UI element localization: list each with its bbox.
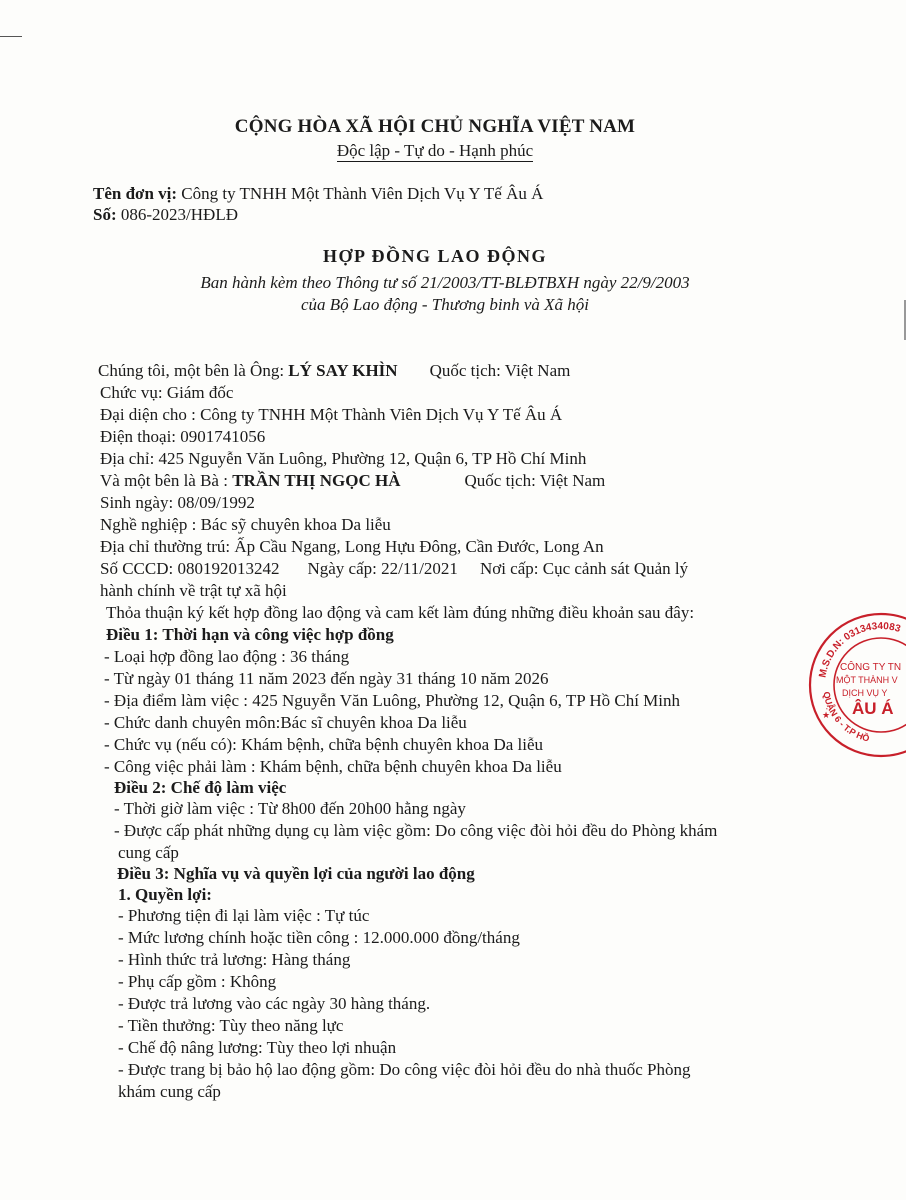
document-number-line [93, 205, 238, 225]
seal-ring-text: M.S.D.N: 0313434083 [817, 620, 902, 679]
contract-subtitle-2: của Bộ Lao động - Thương binh và Xã hội [301, 295, 589, 314]
document-number-label: Số: [93, 205, 117, 224]
party-a-representing: Đại diện cho : Công ty TNHH Một Thành Viên Dịch Vụ Y Tế Âu Á [100, 405, 563, 424]
party-b-id-number: Số CCCD: 080192013242 [100, 559, 280, 578]
article-1-item: - Chức danh chuyên môn:Bác sĩ chuyên khoa Da liễu [104, 713, 467, 732]
article-1-item: - Từ ngày 01 tháng 11 năm 2023 đến ngày 31 tháng 10 năm 2026 [104, 669, 549, 688]
party-a-address: Địa chỉ: 425 Nguyễn Văn Luông, Phường 12, Quận 6, TP Hồ Chí Minh [100, 449, 587, 468]
contract-title: HỢP ĐỒNG LAO ĐỘNG [322, 246, 547, 266]
article-2-item: - Được cấp phát những dụng cụ làm việc gồm: Do công việc đòi hỏi đều do Phòng khám [114, 821, 718, 840]
party-b-id-line [100, 559, 688, 579]
article-2-item: cung cấp [118, 843, 179, 862]
article-1-item: - Công việc phải làm : Khám bệnh, chữa bệnh chuyên khoa Da liễu [104, 757, 562, 776]
article-3-subheading [118, 885, 212, 905]
article-3-item: - Phụ cấp gồm : Không [118, 972, 277, 991]
national-motto [0, 141, 870, 161]
party-b-intro: Và một bên là Bà : [100, 471, 233, 490]
company-seal-stamp [806, 610, 906, 760]
article-3-item: - Được trang bị bảo hộ lao động gồm: Do công việc đòi hỏi đều do nhà thuốc Phòng [118, 1060, 691, 1079]
article-3-item: - Mức lương chính hoặc tiền công : 12.000.000 đồng/tháng [118, 928, 520, 947]
party-a-line [98, 361, 570, 381]
party-a-nationality: Quốc tịch: Việt Nam [429, 361, 571, 380]
scan-corner-mark [0, 36, 22, 37]
party-b-issue-place: Nơi cấp: Cục cảnh sát Quản lý [479, 559, 689, 578]
article-2-heading [114, 778, 286, 798]
article-3-heading [117, 864, 475, 884]
article-2-heading-text: Điều 2: Chế độ làm việc [114, 778, 287, 797]
party-b-issue-place-cont: hành chính về trật tự xã hội [100, 581, 287, 600]
article-3-item: - Chế độ nâng lương: Tùy theo lợi nhuận [118, 1038, 397, 1057]
article-1-item: - Loại hợp đồng lao động : 36 tháng [104, 647, 350, 666]
national-title: CỘNG HÒA XÃ HỘI CHỦ NGHĨA VIỆT NAM [234, 116, 636, 137]
article-3-item: - Được trả lương vào các ngày 30 hàng tháng. [118, 994, 431, 1013]
article-2-item: - Thời giờ làm việc : Từ 8h00 đến 20h00 hằng ngày [114, 799, 466, 818]
party-b-nationality: Quốc tịch: Việt Nam [464, 471, 606, 490]
party-b-line [100, 471, 605, 491]
article-1-heading-text: Điều 1: Thời hạn và công việc hợp đồng [106, 625, 394, 644]
seal-line-3: DỊCH VỤ Y [842, 688, 888, 698]
party-b-residence: Địa chỉ thường trú: Ấp Cầu Ngang, Long Hựu Đông, Cần Đước, Long An [100, 537, 604, 556]
article-3-item: - Phương tiện đi lại làm việc : Tự túc [118, 906, 370, 925]
article-3-heading-text: Điều 3: Nghĩa vụ và quyền lợi của người lao động [117, 864, 475, 883]
seal-bottom-text: QUẬN 6 - T.P HỒ [821, 690, 871, 744]
article-1-item: - Địa điểm làm việc : 425 Nguyễn Văn Luông, Phường 12, Quận 6, TP Hồ Chí Minh [104, 691, 681, 710]
seal-star-icon: ★ [822, 711, 831, 721]
article-3-item: - Hình thức trả lương: Hàng tháng [118, 950, 351, 969]
party-b-birth: Sinh ngày: 08/09/1992 [100, 493, 255, 512]
unit-name-label: Tên đơn vị: [93, 184, 178, 203]
article-3-item: - Tiền thưởng: Tùy theo năng lực [118, 1016, 344, 1035]
unit-name-line [93, 184, 543, 204]
seal-line-2: MỘT THÀNH V [836, 675, 898, 685]
article-3-subheading-text: 1. Quyền lợi: [118, 885, 212, 904]
party-b-issue-date: Ngày cấp: 22/11/2021 [307, 559, 458, 578]
party-a-intro: Chúng tôi, một bên là Ông: [98, 361, 289, 380]
seal-line-4: ÂU Á [852, 699, 894, 718]
article-3-item: khám cung cấp [118, 1082, 221, 1101]
document-number-value: 086-2023/HĐLĐ [116, 205, 238, 224]
seal-line-1: CÔNG TY TN [840, 662, 902, 673]
party-a-position: Chức vụ: Giám đốc [100, 383, 234, 402]
party-a-name: LÝ SAY KHÌN [288, 361, 398, 380]
unit-name-value: Công ty TNHH Một Thành Viên Dịch Vụ Y Tế Âu Á [177, 184, 544, 203]
agreement-text: Thỏa thuận ký kết hợp đồng lao động và cam kết làm đúng những điều khoản sau đây: [106, 603, 695, 622]
party-b-name: TRẦN THỊ NGỌC HÀ [232, 471, 401, 490]
motto-text: Độc lập - Tự do - Hạnh phúc [336, 141, 534, 160]
article-1-item: - Chức vụ (nếu có): Khám bệnh, chữa bệnh chuyên khoa Da liễu [104, 735, 544, 754]
party-a-phone: Điện thoại: 0901741056 [100, 427, 266, 446]
party-b-occupation: Nghề nghiệp : Bác sỹ chuyên khoa Da liễu [100, 515, 391, 534]
article-1-heading [106, 625, 394, 645]
contract-subtitle-1: Ban hành kèm theo Thông tư số 21/2003/TT-BLĐTBXH ngày 22/9/2003 [200, 273, 690, 292]
